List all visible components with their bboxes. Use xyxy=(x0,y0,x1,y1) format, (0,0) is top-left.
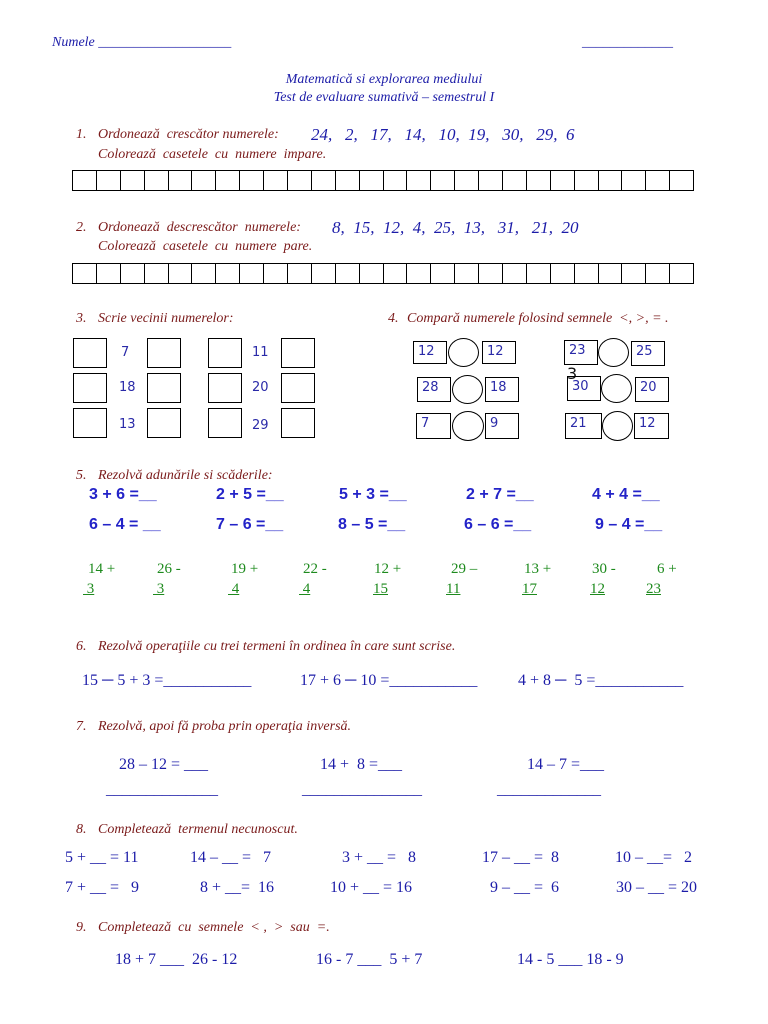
q2-number: 2. xyxy=(76,220,87,235)
q5-number: 5. xyxy=(76,468,87,483)
q5-text: Rezolvă adunările si scăderile: xyxy=(98,468,273,483)
exercise: 6 – 4 = __ xyxy=(89,516,161,533)
column-op-top: 22 - xyxy=(303,561,327,577)
exercise: 2 + 7 =__ xyxy=(466,486,534,503)
unknown-term: 3 + __ = 8 xyxy=(342,849,417,866)
compare-number-box: 25 xyxy=(631,341,665,366)
q9-number: 9. xyxy=(76,920,87,935)
compare-number-box: 12 xyxy=(634,413,669,439)
column-op-top: 12 + xyxy=(374,561,402,577)
inverse-op: 28 – 12 = ___ xyxy=(119,756,209,773)
column-op-bottom: 15 xyxy=(373,581,388,597)
page-title: Matematică si explorarea mediului xyxy=(285,72,483,87)
column-op-bottom: 11 xyxy=(446,581,461,597)
compare-expression: 14 - 5 ___ 18 - 9 xyxy=(517,951,624,968)
compare-circle[interactable] xyxy=(452,375,483,404)
unknown-term: 14 – __ = 7 xyxy=(190,849,272,866)
q1-text: Ordonează crescător numerele: xyxy=(98,127,279,142)
compare-circle[interactable] xyxy=(601,374,632,403)
exercise: 4 + 4 =__ xyxy=(592,486,660,503)
compare-expression: 16 - 7 ___ 5 + 7 xyxy=(316,951,423,968)
q7-number: 7. xyxy=(76,719,87,734)
exercise: 7 – 6 =__ xyxy=(216,516,284,533)
proof-line[interactable]: _____________ xyxy=(497,781,601,798)
q8-number: 8. xyxy=(76,822,87,837)
q3-number: 3. xyxy=(76,311,87,326)
q6-number: 6. xyxy=(76,639,87,654)
q2-text: Ordonează descrescător numerele: xyxy=(98,220,301,235)
q8-text: Completează termenul necunoscut. xyxy=(98,822,298,837)
unknown-term: 10 – __= 2 xyxy=(615,849,693,866)
compare-circle[interactable] xyxy=(448,338,479,367)
column-op-top: 19 + xyxy=(231,561,259,577)
neighbor-number: 18 xyxy=(119,380,136,395)
exercise: 3 + 6 =__ xyxy=(89,486,157,503)
exercise: 5 + 3 =__ xyxy=(339,486,407,503)
exercise: 9 – 4 =__ xyxy=(595,516,663,533)
compare-number-box: 9 xyxy=(485,413,519,439)
compare-number-box: 28 xyxy=(417,377,451,402)
neighbor-box[interactable] xyxy=(208,373,242,403)
column-op-top: 6 + xyxy=(657,561,677,577)
neighbor-box[interactable] xyxy=(281,338,315,368)
compare-number-box: 7 xyxy=(416,413,451,439)
neighbor-box[interactable] xyxy=(281,408,315,438)
neighbor-number: 29 xyxy=(252,418,269,433)
compare-number-box: 23 xyxy=(564,340,598,365)
q2-numbers: 8, 15, 12, 4, 25, 13, 31, 21, 20 xyxy=(332,218,579,237)
compare-number-box: 12 xyxy=(413,341,447,364)
compare-circle[interactable] xyxy=(598,338,629,367)
compare-number-box: 21 xyxy=(565,413,602,439)
q4-text: Compară numerele folosind semnele <, >, = . xyxy=(407,311,669,326)
neighbor-box[interactable] xyxy=(208,338,242,368)
unknown-term: 30 – __ = 20 xyxy=(616,879,698,896)
q1-box-strip[interactable] xyxy=(72,170,694,191)
neighbor-box[interactable] xyxy=(281,373,315,403)
column-op-top: 26 - xyxy=(157,561,181,577)
column-op-bottom: 12 xyxy=(590,581,605,597)
q1-numbers: 24, 2, 17, 14, 10, 19, 30, 29, 6 xyxy=(311,125,575,144)
column-op-top: 29 – xyxy=(451,561,478,577)
q6-text: Rezolvă operaţiile cu trei termeni în ordinea în care sunt scrise. xyxy=(98,639,456,654)
unknown-term: 9 – __ = 6 xyxy=(490,879,560,896)
compare-number-box: 30 xyxy=(567,376,601,401)
neighbor-box[interactable] xyxy=(147,373,181,403)
unknown-term: 10 + __ = 16 xyxy=(330,879,413,896)
column-op-bottom: 4 xyxy=(299,581,311,597)
q7-text: Rezolvă, apoi fă proba prin operaţia inversă. xyxy=(98,719,352,734)
compare-number-box: 12 xyxy=(482,341,516,364)
q9-text: Completează cu semnele < , > sau =. xyxy=(98,920,330,935)
column-op-bottom: 4 xyxy=(228,581,240,597)
compare-number-box: 20 xyxy=(635,377,669,402)
unknown-term: 7 + __ = 9 xyxy=(65,879,140,896)
name-label[interactable]: Numele ___________________ xyxy=(52,35,232,50)
neighbor-number: 7 xyxy=(121,345,130,360)
compare-number-box: 18 xyxy=(485,377,519,402)
q1-text2: Colorează casetele cu numere impare. xyxy=(98,147,327,162)
page-subtitle: Test de evaluare sumativă – semestrul I xyxy=(273,90,495,105)
q2-text2: Colorează casetele cu numere pare. xyxy=(98,239,313,254)
column-op-top: 14 + xyxy=(88,561,116,577)
column-op-top: 13 + xyxy=(524,561,552,577)
q4-number: 4. xyxy=(388,311,399,326)
column-op-bottom: 3 xyxy=(83,581,95,597)
neighbor-number: 11 xyxy=(252,345,269,360)
proof-line[interactable]: ______________ xyxy=(106,781,218,798)
neighbor-box[interactable] xyxy=(147,338,181,368)
name-right-line[interactable]: _____________ xyxy=(582,35,673,50)
neighbor-box[interactable] xyxy=(208,408,242,438)
exercise: 6 – 6 =__ xyxy=(464,516,532,533)
three-term-op: 17 + 6 ─ 10 =___________ xyxy=(300,672,478,689)
exercise: 8 – 5 =__ xyxy=(338,516,406,533)
q2-box-strip[interactable] xyxy=(72,263,694,284)
proof-line[interactable]: _______________ xyxy=(302,781,422,798)
column-op-bottom: 23 xyxy=(646,581,661,597)
column-op-bottom: 3 xyxy=(153,581,165,597)
three-term-op: 4 + 8 ─ 5 =___________ xyxy=(518,672,684,689)
neighbor-number: 20 xyxy=(252,380,269,395)
exercise: 2 + 5 =__ xyxy=(216,486,284,503)
neighbor-box[interactable] xyxy=(147,408,181,438)
compare-circle[interactable] xyxy=(452,411,484,441)
column-op-top: 30 - xyxy=(592,561,616,577)
three-term-op: 15 ─ 5 + 3 =___________ xyxy=(82,672,252,689)
neighbor-number: 13 xyxy=(119,417,136,432)
unknown-term: 17 – __ = 8 xyxy=(482,849,560,866)
inverse-op: 14 – 7 =___ xyxy=(527,756,605,773)
unknown-term: 5 + __ = 11 xyxy=(65,849,139,866)
neighbor-box[interactable] xyxy=(73,338,107,368)
column-op-bottom: 17 xyxy=(522,581,537,597)
compare-circle[interactable] xyxy=(602,411,633,441)
inverse-op: 14 + 8 =___ xyxy=(320,756,403,773)
stray-digit: 3 xyxy=(567,364,578,383)
neighbor-box[interactable] xyxy=(73,373,107,403)
q3-text: Scrie vecinii numerelor: xyxy=(98,311,234,326)
compare-expression: 18 + 7 ___ 26 - 12 xyxy=(115,951,238,968)
q1-number: 1. xyxy=(76,127,87,142)
neighbor-box[interactable] xyxy=(73,408,107,438)
unknown-term: 8 + __= 16 xyxy=(200,879,275,896)
